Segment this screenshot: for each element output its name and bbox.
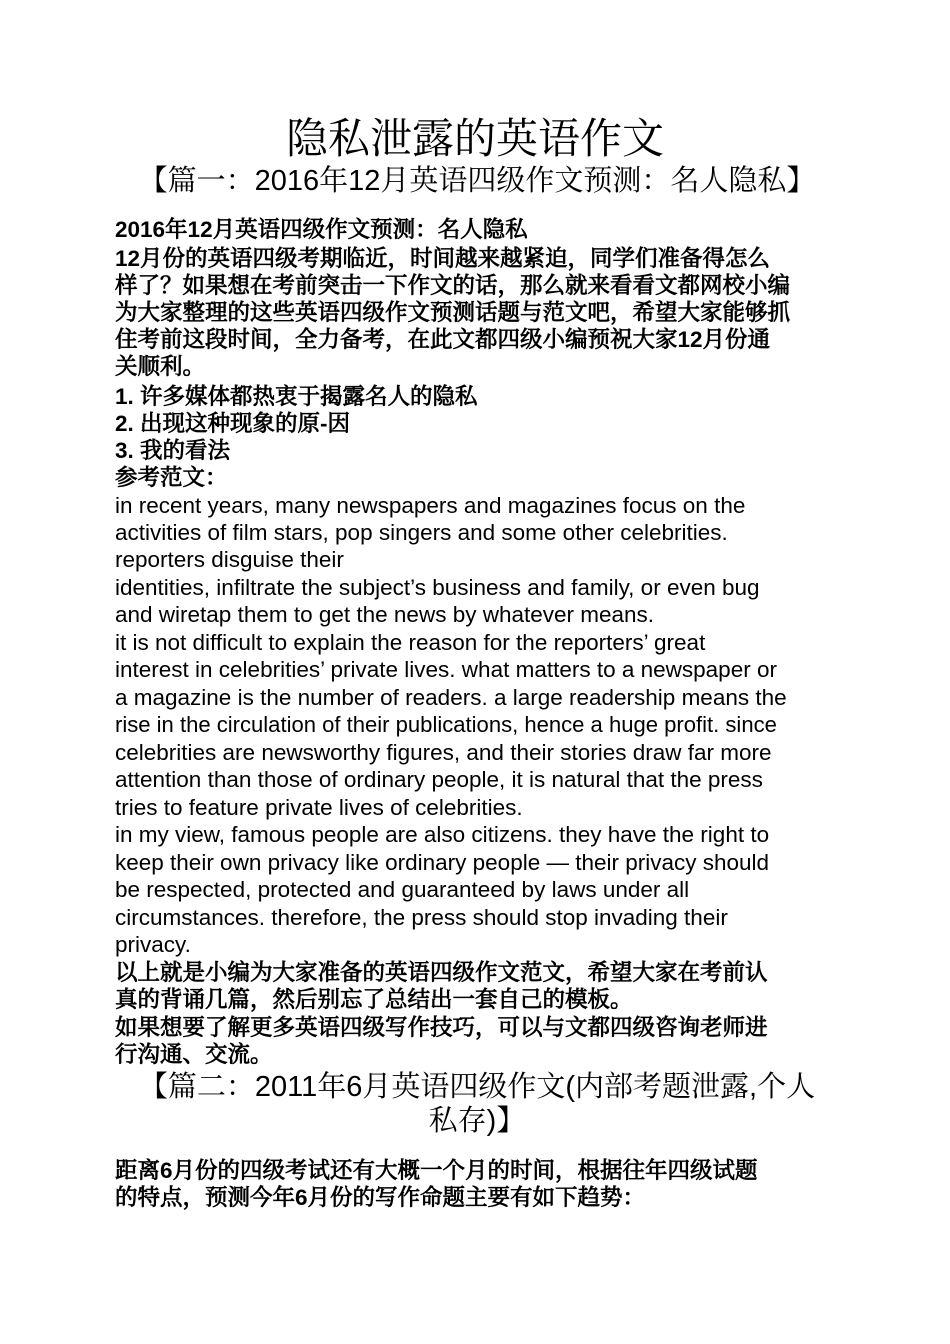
essay-line: celebrities are newsworthy figures, and their stories draw far more xyxy=(115,740,772,765)
essay-line: in recent years, many newspapers and magazines focus on the xyxy=(115,493,746,518)
essay-line: reporters disguise their xyxy=(115,547,344,572)
section-heading-1: 【篇一：2016年12月英语四级作文预测：名人隐私】 xyxy=(138,165,816,197)
essay-line: in my view, famous people are also citizens. they have the right to xyxy=(115,822,770,847)
essay-line: and wiretap them to get the news by whatever means. xyxy=(115,602,655,627)
section-heading-2-line: 私存)】 xyxy=(428,1105,526,1137)
outline-point: 2. 出现这种现象的原-因 xyxy=(115,411,351,436)
essay-line: tries to feature private lives of celebrities. xyxy=(115,795,523,820)
essay-line: attention than those of ordinary people, it is natural that the press xyxy=(115,767,763,792)
closing-line: 以上就是小编为大家准备的英语四级作文范文，希望大家在考前认 xyxy=(115,960,768,985)
essay-line: activities of film stars, pop singers and some other celebrities. xyxy=(115,520,728,545)
intro-line: 关顺利。 xyxy=(115,354,206,379)
document-title: 隐私泄露的英语作文 xyxy=(285,115,664,162)
intro-line: 住考前这段时间，全力备考，在此文都四级小编预祝大家12月份通 xyxy=(115,327,771,352)
intro-line: 为大家整理的这些英语四级作文预测话题与范文吧，希望大家能够抓 xyxy=(115,300,791,325)
outline-point: 3. 我的看法 xyxy=(115,438,231,463)
subheading-1: 2016年12月英语四级作文预测：名人隐私 xyxy=(115,217,528,242)
essay-line: be respected, protected and guaranteed by laws under all xyxy=(115,877,690,902)
intro-line: 12月份的英语四级考期临近，时间越来越紧迫，同学们准备得怎么 xyxy=(115,246,771,271)
section2-line: 的特点，预测今年6月份的写作命题主要有如下趋势： xyxy=(115,1185,646,1210)
closing-line: 真的背诵几篇，然后别忘了总结出一套自己的模板。 xyxy=(115,987,633,1012)
essay-line: interest in celebrities’ private lives. what matters to a newspaper or xyxy=(115,657,777,682)
essay-line: privacy. xyxy=(115,932,191,957)
essay-line: identities, infiltrate the subject’s business and family, or even bug xyxy=(115,575,760,600)
reference-label: 参考范文： xyxy=(115,465,228,490)
essay-line: circumstances. therefore, the press should stop invading their xyxy=(115,905,728,930)
essay-line: it is not difficult to explain the reason for the reporters’ great xyxy=(115,630,706,655)
section2-line: 距离6月份的四级考试还有大概一个月的时间，根据往年四级试题 xyxy=(115,1158,758,1183)
essay-line: a magazine is the number of readers. a large readership means the xyxy=(115,685,787,710)
section-heading-2-line: 【篇二：2011年6月英语四级作文(内部考题泄露,个人 xyxy=(138,1071,816,1103)
section-heading-2 xyxy=(112,1070,842,1138)
essay-line: rise in the circulation of their publications, hence a huge profit. since xyxy=(115,712,777,737)
outline-point: 1. 许多媒体都热衷于揭露名人的隐私 xyxy=(115,384,478,409)
closing-line: 行沟通、交流。 xyxy=(115,1042,273,1067)
closing-line: 如果想要了解更多英语四级写作技巧，可以与文都四级咨询老师进 xyxy=(115,1015,768,1040)
essay-line: keep their own privacy like ordinary people — their privacy should xyxy=(115,850,770,875)
intro-line: 样了？如果想在考前突击一下作文的话，那么就来看看文都网校小编 xyxy=(115,273,791,298)
